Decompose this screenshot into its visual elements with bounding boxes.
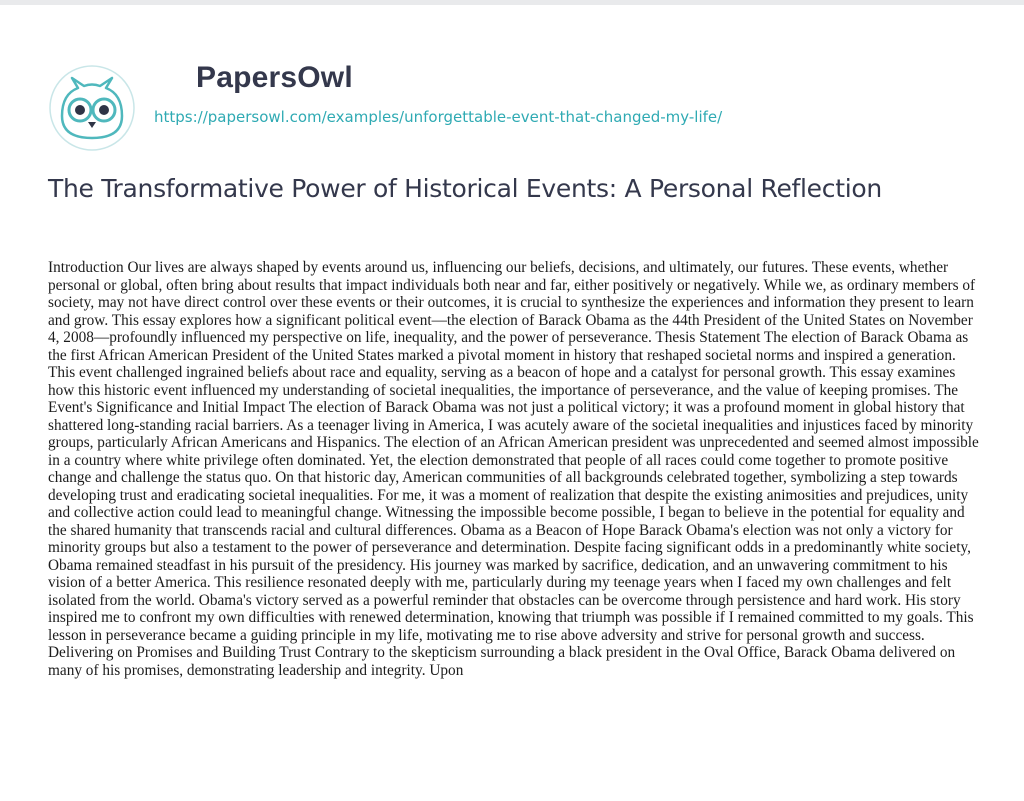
brand-name[interactable]: PapersOwl [196, 61, 353, 94]
source-url-link[interactable]: https://papersowl.com/examples/unforgettable-event-that-changed-my-life/ [154, 108, 723, 126]
site-header [48, 42, 948, 152]
document-body: Introduction Our lives are always shaped by events around us, influencing our beliefs, decisions, and ultimately, our futures. These events, whether personal or global, often bring about results that impact individuals both near and far, either positively or negatively. While we, as ordinary members of society, may not have direct control over these events or their outcomes, it is crucial to synthesize the experiences and information they present to learn and grow. This essay explores how a significant political event—the election of Barack Obama as the 44th President of the United States on November 4, 2008—profoundly influenced my perspective on life, inequality, and the power of perseverance. Thesis Statement The election of Barack Obama as the first African American President of the United States marked a pivotal moment in history that reshaped societal norms and inspired a generation. This event challenged ingrained beliefs about race and equality, serving as a beacon of hope and a catalyst for personal growth. This essay examines how this historic event influenced my understanding of societal inequalities, the importance of perseverance, and the value of keeping promises. The Event's Significance and Initial Impact The election of Barack Obama was not just a political victory; it was a profound moment in global history that shattered long-standing racial barriers. As a teenager living in America, I was acutely aware of the societal inequalities and injustices faced by minority groups, particularly African Americans and Hispanics. The election of an African American president was unprecedented and seemed almost impossible in a country where white privilege often dominated. Yet, the election demonstrated that people of all races could come together to promote positive change and challenge the status quo. On that historic day, American communities of all backgrounds celebrated together, symbolizing a step towards developing trust and eradicating societal inequalities. For me, it was a moment of realization that despite the existing animosities and prejudices, unity and collective action could lead to meaningful change. Witnessing the impossible become possible, I began to believe in the potential for equality and the shared humanity that transcends racial and cultural differences. Obama as a Beacon of Hope Barack Obama's election was not only a victory for minority groups but also a testament to the power of perseverance and determination. Despite facing significant odds in a predominantly white society, Obama remained steadfast in his pursuit of the presidency. His journey was marked by sacrifice, dedication, and an unwavering commitment to his vision of a better America. This resilience resonated deeply with me, particularly during my teenage years when I faced my own challenges and felt isolated from the world. Obama's victory served as a powerful reminder that obstacles can be overcome through persistence and hard work. His story inspired me to confront my own difficulties with renewed determination, knowing that triumph was possible if I remained committed to my goals. This lesson in perseverance became a guiding principle in my life, motivating me to rise above adversity and strive for personal growth and success. Delivering on Promises and Building Trust Contrary to the skepticism surrounding a black president in the Oval Office, Barack Obama delivered on many of his promises, demonstrating leadership and integrity. Upon [48, 259, 979, 679]
top-border [0, 0, 1024, 5]
owl-logo-icon[interactable] [48, 64, 136, 152]
document-title: The Transformative Power of Historical Events: A Personal Reflection [48, 174, 882, 203]
